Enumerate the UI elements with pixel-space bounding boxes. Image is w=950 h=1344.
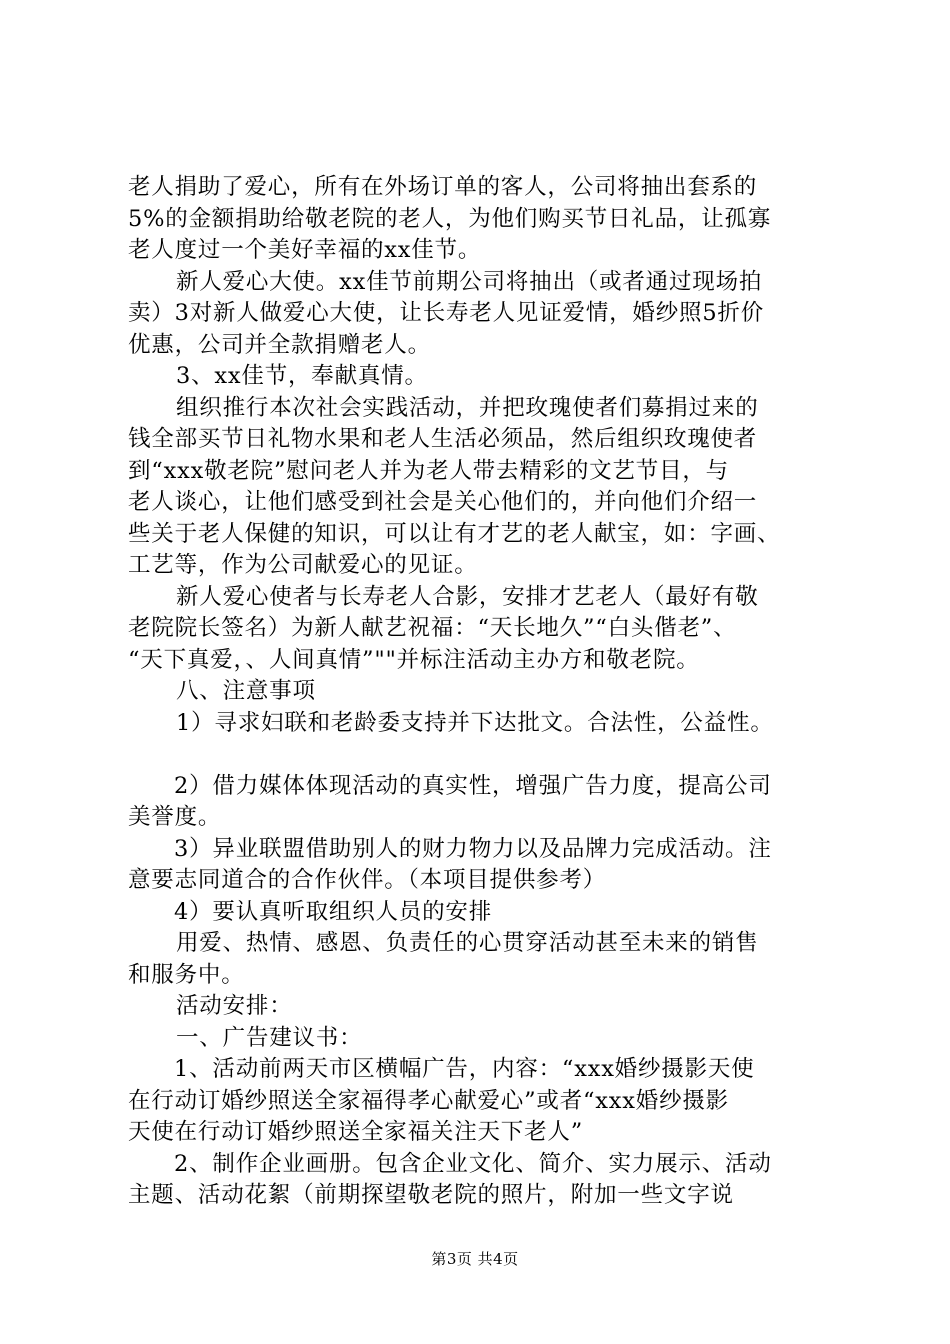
text-line: 和服务中。	[128, 961, 245, 988]
list-item: 3）异业联盟借助别人的财力物力以及品牌力完成活动。注	[174, 835, 772, 862]
text-line: 工艺等，作为公司献爱心的见证。	[128, 552, 478, 578]
text-line: 新人爱心使者与长寿老人合影，安排才艺老人（最好有敬	[176, 583, 759, 610]
section-heading: 活动安排：	[176, 993, 293, 1019]
text-line: 老人度过一个美好幸福的xx佳节。	[128, 237, 482, 263]
text-line: 老院院长签名）为新人献艺祝福：“天长地久”“白头偕老”、	[128, 615, 737, 641]
text-line: 主题、活动花絮（前期探望敬老院的照片，附加一些文字说	[128, 1182, 734, 1208]
text-line: 在行动订婚纱照送全家福得孝心献爱心”或者“xxx婚纱摄影	[128, 1087, 729, 1114]
section-heading: 一、广告建议书：	[176, 1024, 363, 1051]
text-line: “天下真爱，、人间真情”""并标注活动主办方和敬老院。	[128, 646, 700, 673]
text-line: 5%的金额捐助给敬老院的老人，为他们购买节日礼品，让孤寡	[128, 205, 772, 232]
text-line: 卖）3对新人做爱心大使，让长寿老人见证爱情，婚纱照5折价	[128, 300, 765, 326]
text-line: 老人谈心，让他们感受到社会是关心他们的，并向他们介绍一	[128, 489, 758, 515]
list-item: 2）借力媒体体现活动的真实性，增强广告力度，提高公司	[174, 772, 772, 799]
text-line: 用爱、热情、感恩、负责任的心贯穿活动甚至未来的销售	[176, 930, 759, 956]
list-item: 4）要认真听取组织人员的安排	[174, 898, 493, 925]
section-heading: 八、注意事项	[176, 678, 316, 704]
page-footer: 第3页 共4页	[431, 1250, 519, 1268]
blank-line	[128, 739, 828, 771]
text-line: 钱全部买节日礼物水果和老人生活必须品，然后组织玫瑰使者	[128, 426, 758, 452]
text-line: 组织推行本次社会实践活动，并把玫瑰使者们募捐过来的	[176, 394, 759, 421]
text-line: 新人爱心大使。xx佳节前期公司将抽出（或者通过现场拍	[176, 268, 763, 295]
text-line: 优惠，公司并全款捐赠老人。	[128, 331, 431, 358]
text-line: 美誉度。	[128, 804, 222, 830]
list-item: 1）寻求妇联和老龄委支持并下达批文。合法性，公益性。	[176, 709, 774, 736]
text-line: 到“xxx敬老院”慰问老人并为老人带去精彩的文艺节目，与	[128, 457, 729, 484]
section-heading: 3、xx佳节，奉献真情。	[176, 363, 428, 389]
text-line: 些关于老人保健的知识，可以让有才艺的老人献宝，如：字画、	[128, 520, 781, 547]
list-item: 2、制作企业画册。包含企业文化、简介、实力展示、活动	[174, 1150, 772, 1177]
text-line: 老人捐助了爱心，所有在外场订单的客人，公司将抽出套系的	[128, 174, 758, 200]
text-line: 意要志同道合的合作伙伴。（本项目提供参考）	[128, 867, 607, 893]
text-line: 天使在行动订婚纱照送全家福关注天下老人”	[128, 1119, 584, 1145]
list-item: 1、活动前两天市区横幅广告，内容：“xxx婚纱摄影天使	[174, 1056, 755, 1082]
document-body	[128, 172, 828, 1212]
